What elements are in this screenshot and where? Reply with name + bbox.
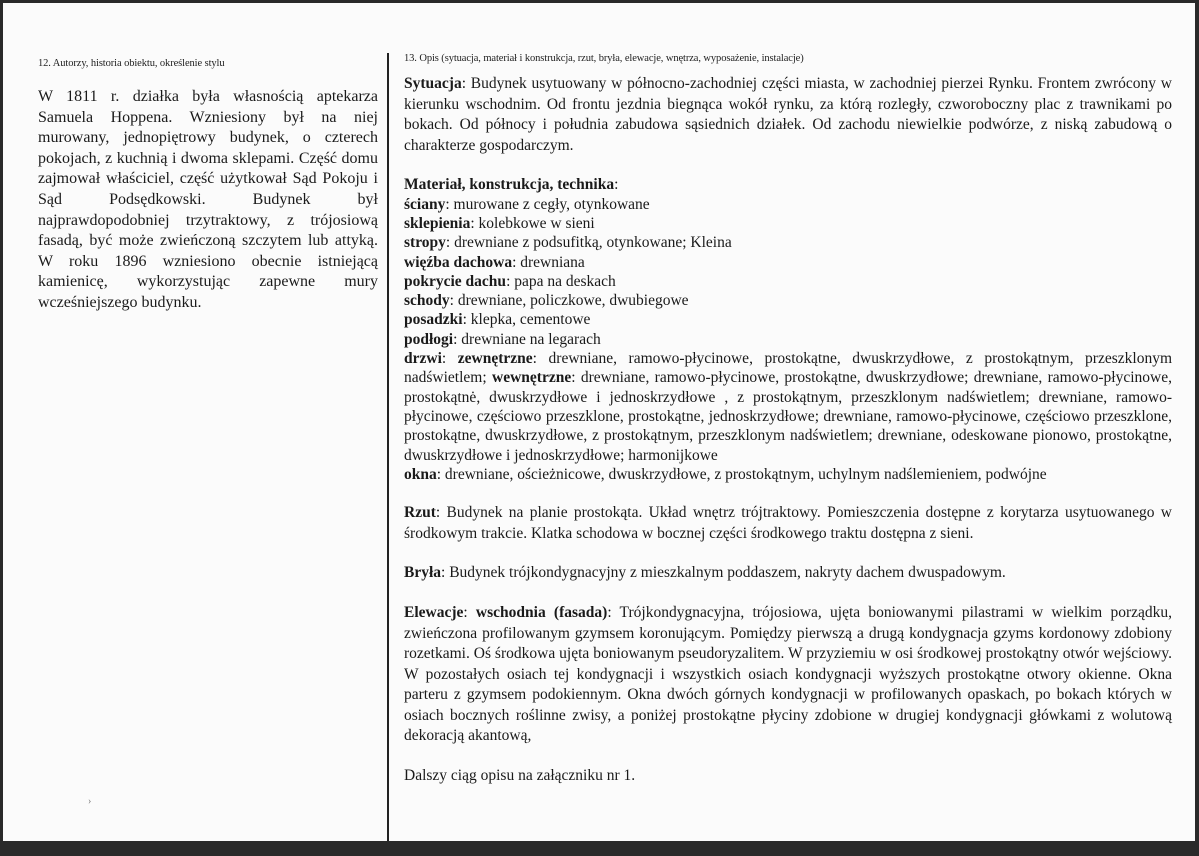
elewacje-text: : Trójkondygnacyjna, trójosiowa, ujęta boniowanymi pilastrami w wielkim porządku, zwieńczona profilowanym gzymsem koronującym. Pomiędzy pierwszą a drugą kondygnacja gzyms kordonowy zdobiony rozetkami. Oś środkowa ujęta boniowanym pseudoryzalitem. W przyziemiu w osi środkowej prostokątny otwór wejściowy. W pozostałych osiach tej kondygnacji i wszystkich osiach kondygnacji wyższych prostokątne otwory okienne. Okna parteru z gzymsem podokiennym. Okna dwóch górnych kondygnacji w profilowanych opaskach, po bokach których w osiach bocznych roślinne zwisy, a poniżej prostokątne płyciny zdobione w drugiej kondygnacji główkami z wolutową dekoracją akantową, bbox=[404, 603, 1172, 745]
sytuacja-label: Sytuacja bbox=[404, 75, 462, 92]
section-12-heading: 12. Autorzy, historia obiektu, określenie stylu bbox=[38, 58, 225, 69]
bryla-paragraph bbox=[404, 563, 1172, 584]
material-item-okna: okna: drewniane, ościeżnicowe, dwuskrzydłowe, z prostokątnym, uchylnym nadślemieniem, podwójne bbox=[404, 465, 1047, 483]
material-item-stropy: stropy: drewniane z podsufitką, otynkowane; Kleina bbox=[404, 234, 732, 252]
material-item-sklepienia: sklepienia: kolebkowe w sieni bbox=[404, 214, 595, 232]
section-13-heading: 13. Opis (sytuacja, materiał i konstrukcja, rzut, bryła, elewacje, wnętrza, wyposażenie, instalacje) bbox=[404, 53, 804, 64]
material-item-drzwi: drzwi: zewnętrzne: drewniane, ramowo-płycinowe, prostokątne, dwuskrzydłowe, z prostokątnym, przeszklonym nadświetlem; wewnętrzne: drewniane, ramowo-płycinowe, prostokątne, dwuskrzydłowe; drewniane, ramowo-płycinowe, prostokątnė, dwuskrzydłowe i jednoskrzydłowe , z prostokątnym, przeszklonym nadświetlem; drewniane, ramowo-płycinowe, częściowo przeszklone, prostokątne, jednoskrzydłowe; drewniane, ramowo-płycinowe, częściowo przeszklone, prostokątne, dwuskrzydłowe, z prostokątnym, przeszklonym nadświetlem; drewniane, odeskowane pionowo, prostokątne, dwuskrzydłowe i jednoskrzydłowe; harmonijkowe bbox=[404, 350, 1172, 464]
pen-mark: › bbox=[88, 796, 92, 807]
bryla-label: Bryła bbox=[404, 564, 442, 582]
material-heading: Materiał, konstrukcja, technika: bbox=[404, 176, 619, 194]
material-item-schody: schody: drewniane, policzkowe, dwubiegowe bbox=[404, 292, 689, 310]
material-section bbox=[404, 175, 1172, 484]
material-item-sciany: ściany: murowane z cegły, otynkowane bbox=[404, 195, 650, 213]
rzut-text: : Budynek na planie prostokąta. Układ wnętrz trójtraktowy. Pomieszczenia dostępne z korytarza usytuowanego w środkowym trakcie. Klatka schodowa w bocznej części środkowego traktu dostępna z sieni. bbox=[404, 504, 1172, 542]
material-item-podlogi: podłogi: drewniane na legarach bbox=[404, 330, 601, 348]
right-column bbox=[404, 53, 1172, 787]
continuation-note: Dalszy ciąg opisu na załączniku nr 1. bbox=[404, 767, 636, 785]
elewacje-paragraph: Elewacje: wschodnia (fasada): Trójkondygnacyjna, trójosiowa, ujęta boniowanymi pilastrami w wielkim porządku, zwieńczona profilowanym gzymsem koronującym. Pomiędzy pierwszą a drugą kondygnacja gzyms kordonowy zdobiony rozetkami. Oś środkowa ujęta boniowanym pseudoryzalitem. W przyziemiu w osi środkowej prostokątny otwór wejściowy. W pozostałych osiach tej kondygnacji i wszystkich osiach kondygnacji wyższych prostokątne otwory okienne. Okna parteru z gzymsem podokiennym. Okna dwóch górnych kondygnacji w profilowanych opaskach, po bokach których w osiach bocznych roślinne zwisy, a poniżej prostokątne płyciny zdobione w drugiej kondygnacji główkami z wolutową dekoracją akantową, bbox=[404, 603, 1172, 745]
sytuacja-paragraph bbox=[404, 74, 1172, 156]
sytuacja-text: : Budynek usytuowany w północno-zachodniej części miasta, w zachodniej pierzei Rynku. Frontem zwrócony w kierunku wschodnim. Od frontu jezdnia biegnąca wokół rynku, za którą rozległy, czworoboczny plac z trawnikami po bokach. Od północy i południa zabudowa sąsiednich działek. Od zachodu niewielkie podwórze, z niską zabudową o charakterze gospodarczym. bbox=[404, 75, 1172, 154]
rzut-paragraph bbox=[404, 503, 1172, 544]
bryla-text: : Budynek trójkondygnacyjny z mieszkalnym poddaszem, nakryty dachem dwuspadowym. bbox=[441, 564, 1006, 582]
material-item-wiezba: więźba dachowa: drewniana bbox=[404, 253, 585, 271]
document-page bbox=[3, 3, 1195, 841]
column-divider bbox=[387, 53, 389, 841]
material-item-posadzki: posadzki: klepka, cementowe bbox=[404, 311, 591, 329]
history-paragraph: W 1811 r. działka była własnością aptekarza Samuela Hoppena. Wzniesiony był na niej murowany, jednopiętrowy budynek, o czterech pokojach, z kuchnią i dwoma sklepami. Część domu zajmował właściciel, część użytkował Sąd Pokoju i Sąd Podsędkowski. Budynek był najprawdopodobniej trzytraktowy, z trójosiową fasadą, być może zwieńczoną szczytem lub attyką. W roku 1896 wzniesiono obecnie istniejącą kamienicę, wykorzystując zapewne mury wcześniejszego budynku. bbox=[38, 88, 378, 311]
elewacje-label: Elewacje bbox=[404, 603, 464, 621]
rzut-label: Rzut bbox=[404, 504, 436, 522]
left-column bbox=[38, 58, 378, 314]
material-item-pokrycie: pokrycie dachu: papa na deskach bbox=[404, 272, 616, 290]
elewacje-sub-label: wschodnia (fasada) bbox=[475, 603, 608, 621]
